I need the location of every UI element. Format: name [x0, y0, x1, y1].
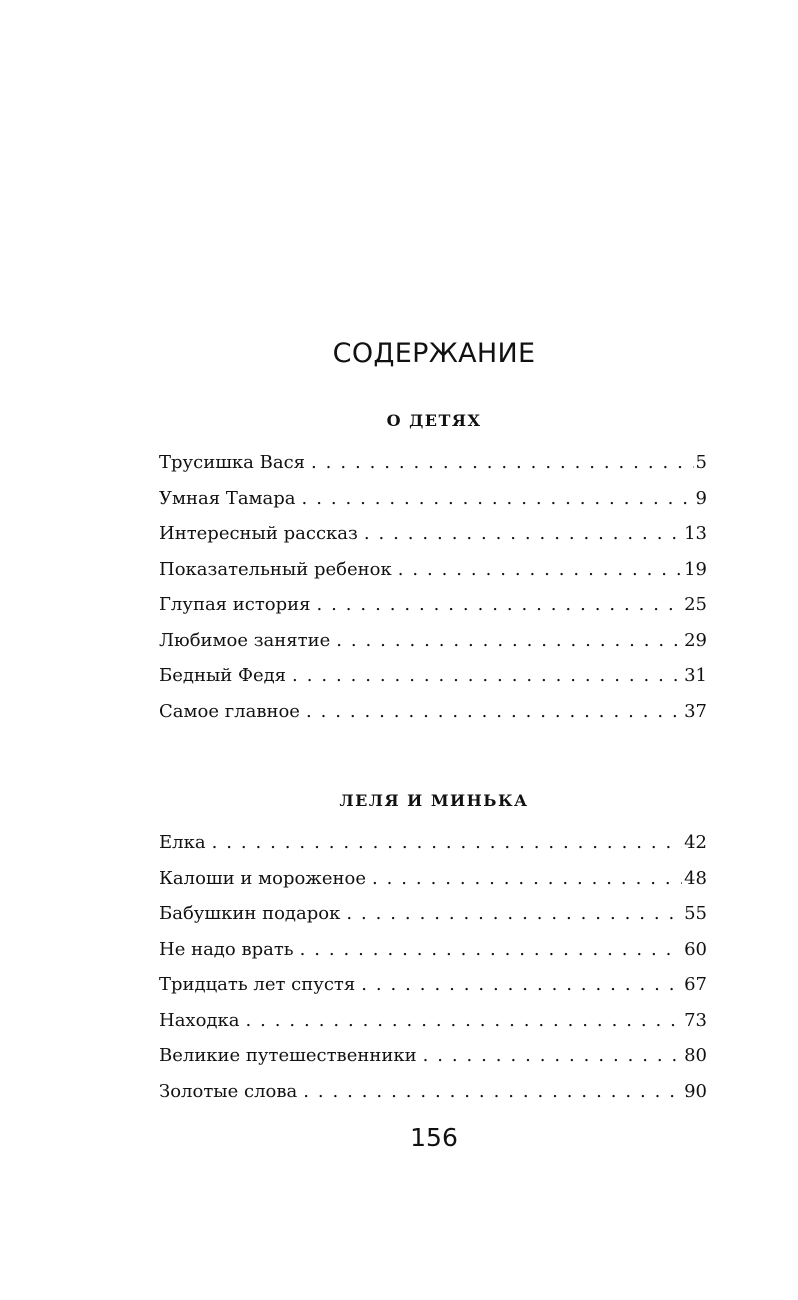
- dot-leader: [302, 488, 694, 509]
- entry-page-number: 67: [684, 974, 707, 995]
- entry-page-number: 48: [684, 867, 707, 889]
- entry-title: Глупая история: [159, 594, 311, 615]
- dot-leader: [303, 1081, 682, 1102]
- entry-page-number: 29: [684, 629, 707, 651]
- dot-leader: [245, 1010, 682, 1031]
- entry-title: Трусишка Вася: [159, 452, 306, 473]
- toc-entry: [159, 832, 707, 868]
- entry-title: Золотые слова: [159, 1080, 298, 1102]
- entry-title: Великие путешественники: [159, 1045, 417, 1066]
- entry-title: Калоши и мороженое: [159, 867, 366, 889]
- toc-entry: [159, 594, 707, 630]
- entry-title: Показательный ребенок: [159, 558, 392, 580]
- entry-title: Умная Тамара: [159, 487, 296, 509]
- dot-leader: [372, 868, 682, 889]
- dot-leader: [311, 452, 694, 473]
- entry-page-number: 60: [684, 938, 707, 960]
- dot-leader: [306, 701, 682, 722]
- toc-entry: [159, 1081, 707, 1117]
- toc-entry: [159, 974, 707, 1010]
- toc-entry: [159, 523, 707, 559]
- entry-page-number: 19: [684, 558, 707, 580]
- entry-title: Бабушкин подарок: [159, 903, 341, 924]
- entry-title: Самое главное: [159, 700, 300, 722]
- dot-leader: [336, 630, 682, 651]
- toc-entry: [159, 1045, 707, 1081]
- entry-page-number: 90: [684, 1080, 707, 1102]
- page-number: 156: [410, 1123, 458, 1152]
- toc-entry: [159, 665, 707, 701]
- dot-leader: [300, 939, 683, 960]
- dot-leader: [398, 559, 682, 580]
- section-heading-o-detyakh: О ДЕТЯХ: [386, 411, 482, 430]
- entry-page-number: 5: [695, 452, 707, 473]
- dot-leader: [212, 832, 683, 853]
- dot-leader: [364, 523, 682, 544]
- toc-entry: [159, 701, 707, 737]
- entry-page-number: 31: [684, 665, 707, 686]
- toc-entry: [159, 1010, 707, 1046]
- entry-title: Бедный Федя: [159, 665, 287, 686]
- section-heading-lelya-i-minka: ЛЕЛЯ И МИНЬКА: [339, 791, 529, 810]
- toc-entry: [159, 903, 707, 939]
- dot-leader: [423, 1045, 683, 1066]
- entry-title: Тридцать лет спустя: [159, 974, 356, 995]
- dot-leader: [361, 974, 682, 995]
- entry-title: Находка: [159, 1009, 240, 1031]
- entry-page-number: 13: [684, 523, 707, 544]
- toc-entry: [159, 868, 707, 904]
- toc-entry: [159, 559, 707, 595]
- dot-leader: [346, 903, 682, 924]
- entry-page-number: 37: [684, 700, 707, 722]
- entry-title: Интересный рассказ: [159, 523, 358, 544]
- entry-title: Не надо врать: [159, 938, 294, 960]
- toc-list-section-1: [159, 452, 707, 736]
- toc-entry: [159, 630, 707, 666]
- dot-leader: [317, 594, 683, 615]
- dot-leader: [292, 665, 682, 686]
- entry-title: Елка: [159, 832, 206, 853]
- toc-entry: [159, 939, 707, 975]
- toc-entry: [159, 452, 707, 488]
- entry-title: Любимое занятие: [159, 629, 331, 651]
- entry-page-number: 9: [695, 487, 707, 509]
- entry-page-number: 80: [684, 1045, 707, 1066]
- toc-list-section-2: [159, 832, 707, 1116]
- toc-entry: [159, 488, 707, 524]
- entry-page-number: 25: [684, 594, 707, 615]
- entry-page-number: 73: [684, 1009, 707, 1031]
- entry-page-number: 42: [684, 832, 707, 853]
- page-title: СОДЕРЖАНИЕ: [332, 338, 536, 369]
- entry-page-number: 55: [684, 903, 707, 924]
